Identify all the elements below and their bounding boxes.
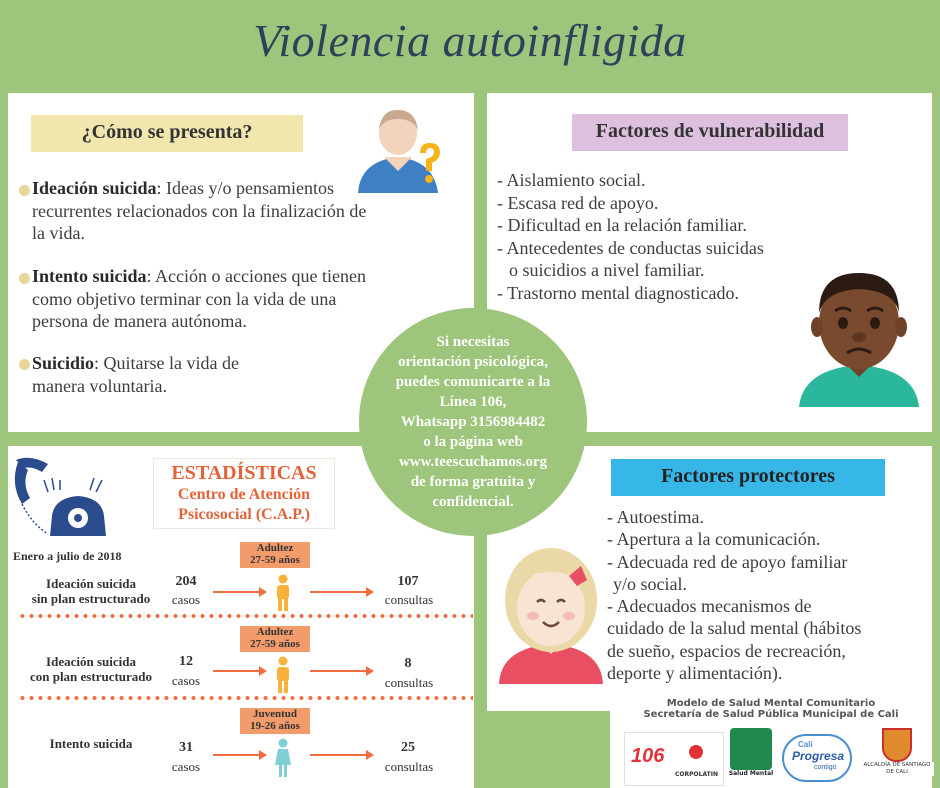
stats-title-box: [153, 458, 335, 529]
age-group-box: [240, 542, 310, 568]
heading-protectores: Factores protectores: [611, 459, 885, 496]
circle-line: orientación psicológica,: [398, 354, 548, 370]
age-group-range: 27-59 años: [250, 638, 300, 650]
corpolatin-icon: [689, 745, 703, 759]
footer-line-2: Secretaría de Salud Pública Municipal de Cali: [643, 709, 899, 720]
stats-subheading: Centro de Atención: [177, 486, 311, 503]
arrow-head-icon: [259, 750, 267, 760]
shield-icon: [882, 728, 912, 762]
arrow-head-icon: [259, 666, 267, 676]
arrow-line: [310, 591, 368, 593]
youth-figure-icon: [274, 738, 292, 778]
row-label-line: con plan estructurado: [29, 669, 153, 684]
row-label: [16, 736, 166, 751]
row-label: [16, 576, 166, 606]
dotted-separator: [18, 696, 473, 700]
logo-contigo-text: contigo: [814, 764, 837, 771]
arrow-head-icon: [366, 587, 374, 597]
consults-label: consultas: [384, 759, 434, 774]
page-title: Violencia autoinfligida: [253, 15, 687, 66]
row-label-line: Ideación suicida: [46, 576, 136, 591]
list-item: - Trastorno mental diagnosticado.: [497, 282, 739, 303]
smiling-girl-icon: [497, 536, 605, 686]
stats-heading: ESTADÍSTICAS: [171, 462, 317, 484]
circle-line: Línea 106,: [439, 394, 507, 410]
list-item: - Autoestima.: [607, 507, 704, 527]
consults-count: 107: [397, 574, 419, 589]
row-label-line: sin plan estructurado: [31, 591, 151, 606]
age-group-box: [240, 626, 310, 652]
desc-intento: : Acción o acciones que tienen como objetivo terminar con la vida de una persona de manera autónoma.: [32, 266, 366, 331]
arrow-head-icon: [366, 666, 374, 676]
circle-line: o la página web: [423, 434, 523, 450]
logo-progresa-text: Progresa: [792, 749, 845, 763]
arrow-line: [213, 591, 261, 593]
desc-ideacion: : Ideas y/o pensamientos recurrentes relacionados con la finalización de la vida.: [32, 178, 367, 243]
arrow-line: [213, 670, 261, 672]
list-item: o suicidios a nivel familiar.: [509, 260, 705, 280]
arrow-line: [310, 754, 368, 756]
list-item: - Adecuados mecanismos de: [607, 596, 812, 617]
arrow-line: [310, 670, 368, 672]
vulnerabilidad-list: [497, 169, 827, 304]
bullet-dot: [19, 273, 30, 284]
logo-106: [624, 732, 724, 786]
logo-salud-mental-text: Salud Mental: [728, 770, 774, 777]
bullet-dot: [19, 185, 30, 196]
telephone-icon: [8, 454, 123, 549]
bullet-dot: [19, 359, 30, 370]
term-ideacion: Ideación suicida: [32, 178, 157, 198]
row-label-line: Ideación suicida: [46, 654, 136, 669]
row-label: [16, 654, 166, 684]
list-item: - Antecedentes de conductas suicidas: [497, 237, 764, 258]
consults-label: consultas: [384, 592, 434, 607]
term-intento: Intento suicida: [32, 266, 147, 286]
cases-count: 12: [179, 654, 193, 669]
age-group-name: Juventud: [252, 708, 298, 720]
adult-figure-icon: [274, 656, 292, 694]
definition-ideacion: [32, 177, 377, 245]
circle-line: puedes comunicarte a la: [395, 374, 551, 390]
cases-label: casos: [171, 592, 201, 607]
list-item: cuidado de la salud mental (hábitos: [607, 618, 862, 639]
definition-intento: [32, 265, 377, 333]
list-item: y/o social.: [613, 573, 687, 594]
logo-cali-text: Cali: [798, 740, 813, 749]
age-group-range: 19-26 años: [250, 720, 300, 732]
arrow-head-icon: [259, 587, 267, 597]
logo-alcaldia: [860, 728, 934, 788]
dotted-separator: [18, 614, 473, 618]
term-suicidio: Suicidio: [32, 353, 95, 373]
cases-count: 31: [179, 740, 193, 755]
desc-suicidio: : Quitarse la vida de manera voluntaria.: [32, 353, 239, 396]
stats-subheading: Psicosocial (C.A.P.): [178, 506, 310, 523]
logo-106-text: 106: [631, 745, 665, 767]
age-group-range: 27-59 años: [250, 554, 300, 566]
salud-mental-icon: [730, 728, 772, 770]
circle-line: confidencial.: [432, 494, 514, 510]
list-item: - Escasa red de apoyo.: [497, 192, 659, 213]
list-item: deporte y alimentación).: [607, 663, 783, 684]
list-item: - Adecuada red de apoyo familiar: [607, 551, 848, 572]
list-item: - Apertura a la comunicación.: [607, 529, 821, 550]
logo-salud-mental: [727, 728, 775, 786]
stats-period: Enero a julio de 2018: [13, 549, 122, 563]
arrow-head-icon: [366, 750, 374, 760]
footer-line-1: Modelo de Salud Mental Comunitario: [666, 698, 876, 709]
protectores-list: [607, 506, 927, 684]
logos-row: [624, 728, 934, 788]
age-group-name: Adultez: [256, 626, 294, 638]
row-label-line: Intento suicida: [49, 736, 133, 751]
age-group-box: [240, 708, 310, 734]
heading-como-se-presenta: ¿Cómo se presenta?: [31, 115, 303, 152]
list-item: - Aislamiento social.: [497, 170, 646, 190]
circle-line: de forma gratuita y: [410, 474, 536, 490]
whatsapp-number[interactable]: Whatsapp 3156984482: [400, 414, 546, 430]
list-item: - Dificultad en la relación familiar.: [497, 215, 747, 235]
adult-figure-icon: [274, 574, 292, 612]
consults-label: consultas: [384, 675, 434, 690]
help-line-circle: [359, 308, 587, 536]
logo-corpolatin-text: CORPOLATIN: [675, 771, 718, 778]
circle-line: Si necesitas: [436, 334, 510, 350]
logo-cali-progresa: [782, 734, 852, 782]
age-group-name: Adultez: [256, 542, 294, 554]
consults-count: 25: [401, 740, 415, 755]
website-link[interactable]: www.teescuchamos.org: [398, 454, 548, 470]
definition-suicidio: [32, 352, 282, 397]
cases-label: casos: [171, 673, 201, 688]
arrow-line: [213, 754, 261, 756]
cases-label: casos: [171, 759, 201, 774]
consults-count: 8: [404, 656, 412, 671]
sad-person-icon: [797, 265, 922, 410]
cases-count: 204: [175, 574, 197, 589]
heading-vulnerabilidad: Factores de vulnerabilidad: [572, 114, 848, 151]
list-item: de sueño, espacios de recreación,: [607, 640, 846, 661]
logo-alcaldia-text: ALCALDÍA DE SANTIAGO DE CALI: [860, 762, 934, 776]
